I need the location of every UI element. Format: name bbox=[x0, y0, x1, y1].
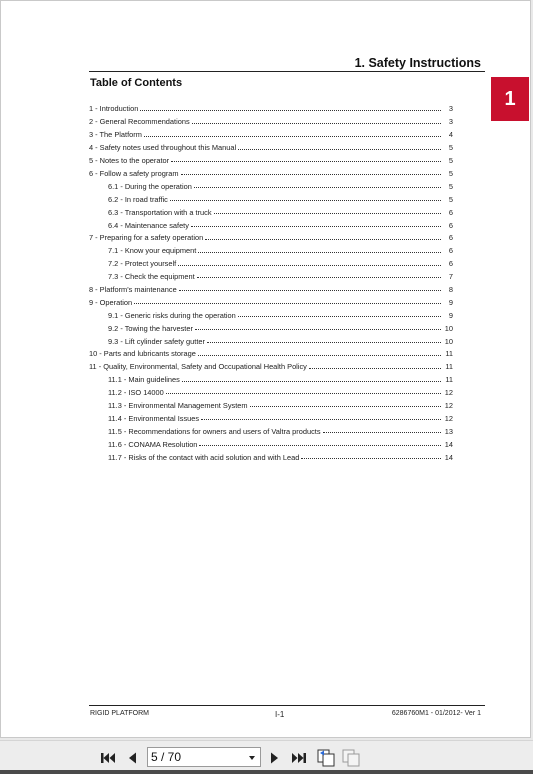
toc-dot-leader bbox=[170, 199, 441, 201]
toc-dot-leader bbox=[323, 431, 441, 433]
toc-entry-page: 5 bbox=[448, 143, 453, 153]
toc-entry[interactable] bbox=[89, 100, 453, 113]
toc-entry-page: 3 bbox=[448, 104, 453, 114]
toc-entry-page: 11 bbox=[445, 362, 453, 372]
toc-dot-leader bbox=[171, 160, 441, 162]
toc-entry-label: 7.2 - Protect yourself bbox=[108, 259, 177, 269]
toc-entry[interactable] bbox=[89, 268, 453, 281]
toc-entry[interactable] bbox=[89, 255, 453, 268]
toc-dot-leader bbox=[309, 367, 441, 369]
toc-entry-label: 11.4 - Environmental Issues bbox=[108, 413, 200, 423]
previous-page-icon[interactable] bbox=[122, 748, 142, 768]
toc-entry[interactable] bbox=[89, 113, 453, 126]
toc-dot-leader bbox=[195, 328, 441, 330]
toc-entry-page: 12 bbox=[444, 413, 453, 423]
toc-entry-page: 10 bbox=[444, 336, 453, 346]
toc-entry[interactable] bbox=[89, 164, 453, 177]
toc-dot-leader bbox=[301, 457, 441, 459]
toc-dot-leader bbox=[140, 109, 441, 111]
toc-entry[interactable] bbox=[89, 319, 453, 332]
toc-entry[interactable] bbox=[89, 293, 453, 306]
toc-dot-leader bbox=[194, 186, 441, 188]
navigation-toolbar bbox=[0, 740, 533, 774]
toc-dot-leader bbox=[205, 238, 441, 240]
footer-left: RIGID PLATFORM bbox=[90, 710, 149, 717]
toc-dot-leader bbox=[182, 380, 441, 382]
toc-entry-page: 11 bbox=[445, 349, 453, 359]
toc-dot-leader bbox=[198, 354, 441, 356]
toc-entry[interactable] bbox=[89, 177, 453, 190]
toc-entry-label: 6.4 - Maintenance safety bbox=[108, 220, 189, 230]
toc-entry-label: 11.3 - Environmental Management System bbox=[108, 400, 248, 410]
footer-page-number: I-1 bbox=[275, 710, 285, 719]
toc-dot-leader bbox=[250, 405, 441, 407]
next-page-icon[interactable] bbox=[265, 748, 285, 768]
toc-entry-page: 9 bbox=[448, 297, 453, 307]
toc-entry-label: 11.2 - ISO 14000 bbox=[108, 388, 164, 398]
page-number-select[interactable] bbox=[147, 747, 261, 767]
toc-dot-leader bbox=[144, 135, 441, 137]
toc-entry-page: 6 bbox=[448, 220, 453, 230]
toc-entry-label: 5 - Notes to the operator bbox=[89, 156, 170, 166]
toc-dot-leader bbox=[178, 264, 441, 266]
toc-dot-leader bbox=[214, 212, 441, 214]
toc-entry-label: 1 - Introduction bbox=[89, 104, 139, 114]
header-rule bbox=[89, 71, 485, 72]
toc-entry-page: 11 bbox=[445, 375, 453, 385]
toc-entry-label: 7.1 - Know your equipment bbox=[108, 246, 197, 256]
toc-entry[interactable] bbox=[89, 190, 453, 203]
toc-entry-label: 11.6 - CONAMA Resolution bbox=[108, 439, 198, 449]
toc-entry[interactable] bbox=[89, 435, 453, 448]
toc-entry-label: 6.3 - Transportation with a truck bbox=[108, 207, 212, 217]
toc-dot-leader bbox=[207, 341, 441, 343]
toc-entry[interactable] bbox=[89, 139, 453, 152]
toc-entry-label: 9.2 - Towing the harvester bbox=[108, 323, 193, 333]
first-page-icon[interactable] bbox=[98, 748, 118, 768]
toc-entry-page: 8 bbox=[448, 284, 453, 294]
toc-dot-leader bbox=[191, 225, 441, 227]
toc-dot-leader bbox=[201, 418, 441, 420]
toc-entry-page: 13 bbox=[444, 426, 453, 436]
toc-entry-page: 4 bbox=[448, 130, 453, 140]
toc-entry[interactable] bbox=[89, 152, 453, 165]
toc-dot-leader bbox=[197, 276, 441, 278]
single-page-view-icon[interactable] bbox=[316, 748, 336, 768]
footer-doc-code: 6286760M1 - 01/2012- Ver 1 bbox=[391, 710, 481, 717]
toc-dot-leader bbox=[179, 289, 441, 291]
chevron-down-icon bbox=[249, 756, 255, 760]
toc-entry-page: 5 bbox=[448, 156, 453, 166]
section-heading: 1. Safety Instructions bbox=[354, 56, 481, 70]
toc-entry-page: 6 bbox=[448, 233, 453, 243]
toc-entry-label: 11 - Quality, Environmental, Safety and Occupational Health Policy bbox=[89, 362, 307, 372]
toc-entry-page: 5 bbox=[448, 194, 453, 204]
toc-entry-label: 9.3 - Lift cylinder safety gutter bbox=[108, 336, 205, 346]
last-page-icon[interactable] bbox=[289, 748, 309, 768]
toc-entry-label: 2 - General Recommendations bbox=[89, 117, 190, 127]
toc-entry-label: 7 - Preparing for a safety operation bbox=[89, 233, 204, 243]
toc-entry-page: 14 bbox=[444, 439, 453, 449]
toc-entry-page: 10 bbox=[444, 323, 453, 333]
toc-entry[interactable] bbox=[89, 409, 453, 422]
toc-entry-label: 7.3 - Check the equipment bbox=[108, 272, 195, 282]
toc-entry-label: 9 - Operation bbox=[89, 297, 133, 307]
toc-entry-label: 6.1 - During the operation bbox=[108, 181, 192, 191]
toc-entry[interactable] bbox=[89, 358, 453, 371]
toc-dot-leader bbox=[199, 444, 441, 446]
toc-entry-page: 5 bbox=[448, 168, 453, 178]
toc-entry-page: 3 bbox=[448, 117, 453, 127]
toc-entry-label: 3 - The Platform bbox=[89, 130, 142, 140]
toc-entry-page: 6 bbox=[448, 259, 453, 269]
toc-entry-label: 9.1 - Generic risks during the operation bbox=[108, 310, 236, 320]
toc-entry[interactable] bbox=[89, 306, 453, 319]
toc-entry-label: 11.5 - Recommendations for owners and users of Valtra products bbox=[108, 426, 321, 436]
toc-entry-label: 11.1 - Main guidelines bbox=[108, 375, 180, 385]
toc-entry[interactable] bbox=[89, 126, 453, 139]
toc-entry[interactable] bbox=[89, 280, 453, 293]
toc-title: Table of Contents bbox=[90, 77, 183, 89]
toc-entry-label: 8 - Platform's maintenance bbox=[89, 284, 177, 294]
toc-entry-page: 5 bbox=[448, 181, 453, 191]
toc-dot-leader bbox=[238, 148, 441, 150]
toc-entry-page: 12 bbox=[444, 388, 453, 398]
footer-rule bbox=[89, 705, 485, 706]
toc-entry[interactable] bbox=[89, 384, 453, 397]
toc-entry[interactable] bbox=[89, 216, 453, 229]
two-page-view-icon[interactable] bbox=[341, 748, 361, 768]
toc-dot-leader bbox=[238, 315, 441, 317]
toc-entry-page: 12 bbox=[444, 400, 453, 410]
toc-entry[interactable] bbox=[89, 203, 453, 216]
toc-entry[interactable] bbox=[89, 345, 453, 358]
table-of-contents bbox=[89, 100, 453, 461]
toc-entry[interactable] bbox=[89, 371, 453, 384]
toc-dot-leader bbox=[181, 173, 441, 175]
toc-entry-label: 10 - Parts and lubricants storage bbox=[89, 349, 196, 359]
toc-entry[interactable] bbox=[89, 242, 453, 255]
toc-dot-leader bbox=[166, 392, 441, 394]
toc-entry[interactable] bbox=[89, 422, 453, 435]
toc-entry-label: 11.7 - Risks of the contact with acid solution and with Lead bbox=[108, 452, 300, 462]
window-bottom-edge bbox=[0, 770, 533, 774]
toc-dot-leader bbox=[198, 251, 441, 253]
page-number-value: 5 / 70 bbox=[151, 750, 182, 764]
toc-entry-page: 14 bbox=[444, 452, 453, 462]
toc-entry-page: 6 bbox=[448, 246, 453, 256]
toc-entry[interactable] bbox=[89, 396, 453, 409]
toc-entry[interactable] bbox=[89, 448, 453, 461]
toc-entry[interactable] bbox=[89, 332, 453, 345]
toc-dot-leader bbox=[134, 302, 441, 304]
toc-entry-label: 6.2 - In road traffic bbox=[108, 194, 168, 204]
toc-entry-page: 9 bbox=[448, 310, 453, 320]
toc-entry[interactable] bbox=[89, 229, 453, 242]
toc-entry-page: 6 bbox=[448, 207, 453, 217]
toc-dot-leader bbox=[192, 122, 441, 124]
toc-entry-label: 4 - Safety notes used throughout this Manual bbox=[89, 143, 237, 153]
toc-entry-page: 7 bbox=[448, 272, 453, 282]
toc-entry-label: 6 - Follow a safety program bbox=[89, 168, 179, 178]
chapter-tab: 1 bbox=[491, 77, 529, 121]
